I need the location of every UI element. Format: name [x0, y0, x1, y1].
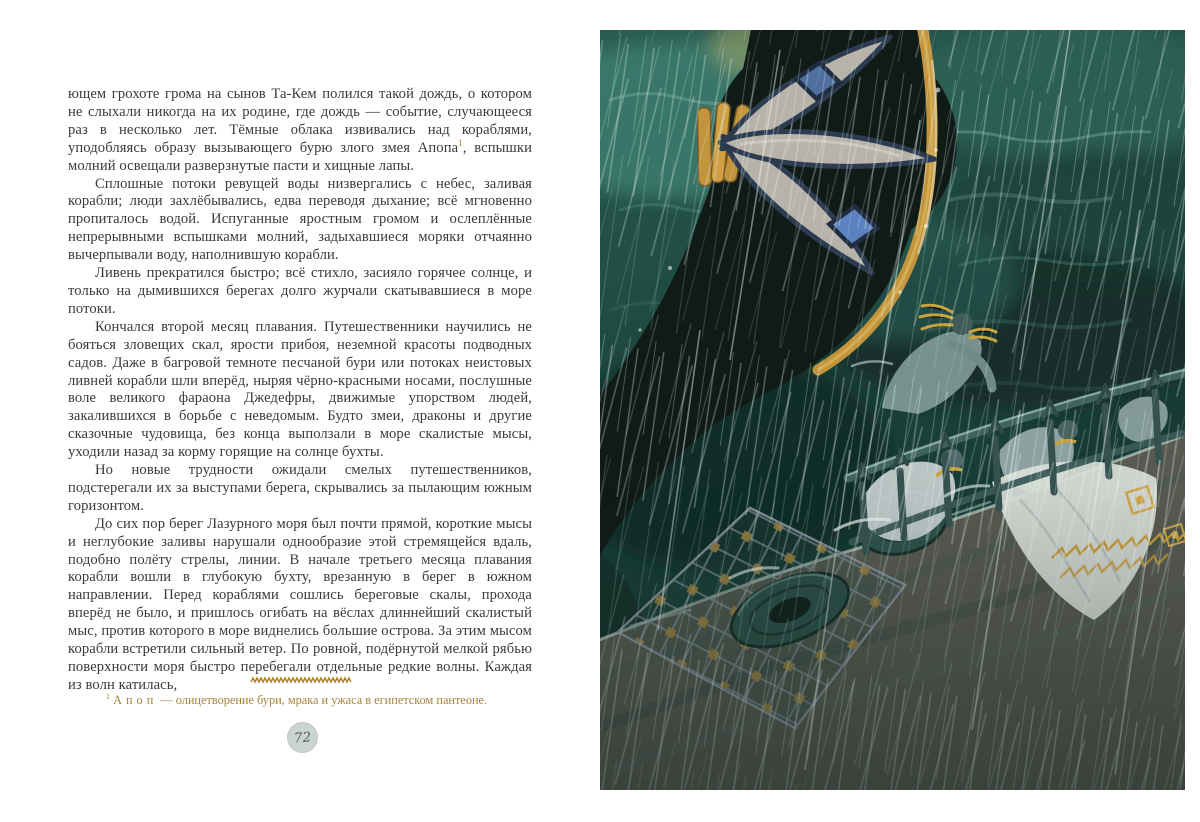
footnote-term: Апоп [113, 693, 158, 707]
paragraph-text: , вспышки молний освещали разверзнутые пасти и хищные лапы. [68, 139, 532, 174]
storm-illustration [600, 30, 1185, 790]
paragraph: Но новые трудности ожидали смелых путешественников, подстерегали их за выступами берега, скрывались за пылающим южным горизонтом. [68, 462, 532, 514]
footnote-definition: — олицетворение бури, мрака и ужаса в египетском пантеоне. [160, 693, 488, 707]
footnote [68, 693, 532, 708]
paragraph: Кончался второй месяц плавания. Путешественники научились не бояться зловещих скал, ярости прибоя, неземной красоты подводных садов. Даже в багровой темноте песчаной бури или потоках неистовых ливней корабли шли вперёд, ныряя чёрно-красными носами, послушные воле великого фараона Джедефры, движимые упорством людей, закалившихся в борьбе с неведомым. Будто змеи, драконы и другие сказочные чудовища, без конца выползали в море скалистые мысы, уходили назад за корму горящие на солнце бухты. [68, 318, 532, 461]
footnote-separator-zigzag [250, 671, 352, 679]
page-number-badge [287, 722, 318, 753]
page-number: 72 [293, 728, 312, 747]
continued-paragraph [68, 86, 532, 176]
footnote-marker: 1 [106, 691, 110, 701]
footnote-reference: 1 [458, 137, 463, 148]
paragraph-text: ющем грохоте грома на сынов Та-Кем полился такой дождь, о котором не слыхали никогда на их родине, где дождь — событие, случающееся раз в несколько лет. Тёмные облака извивались над кораблями, уподобляясь образу вызывающего бурю злого змея Апопа [68, 86, 532, 156]
page-text [68, 86, 532, 695]
paragraph: Ливень прекратился быстро; всё стихло, засияло горячее солнце, и только на дымившихся берегах долго журчали скатывавшиеся в море потоки. [68, 265, 532, 317]
paragraph: До сих пор берег Лазурного моря был почти прямой, короткие мысы и неглубокие заливы нарушали однообразие этой стремящейся вдаль, подобно полёту стрелы, линии. В начале третьего месяца плавания корабли вошли в глубокую бухту, врезанную в берег в южном направлении. Перед кораблями сошлись береговые скалы, прохода вперёд не было, и пришлось огибать на вёслах длиннейший скалистый мыс, против которого в море виднелись большие острова. За этим мысом корабли встретили сильный ветер. По ровной, подёрнутой мелкой рябью поверхности моря быстро перебегали отдельные редкие волны. Каждая из волн катилась, [68, 515, 532, 693]
paragraph: Сплошные потоки ревущей воды низвергались с небес, заливая корабли; люди захлёбывались, едва переводя дыхание; всё мгновенно пропиталось водой. Испуганные яростным громом и ослеплённые непрерывными вспышками молний, задыхавшиеся моряки отчаянно вычерпывали воду, наполнившую корабли. [68, 175, 532, 264]
